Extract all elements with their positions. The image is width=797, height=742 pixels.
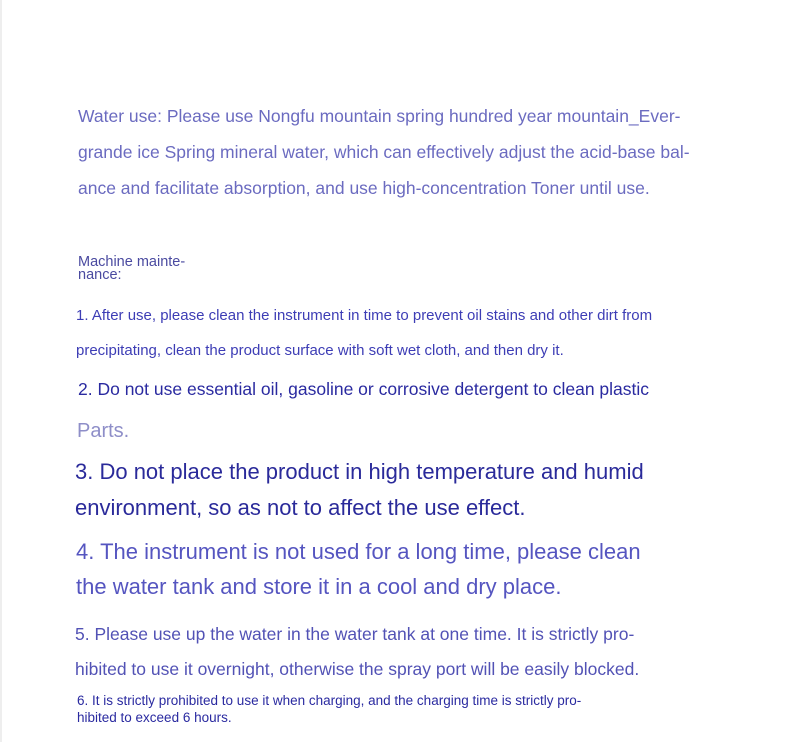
maintenance-heading-line: Machine mainte- [78,254,186,270]
maintenance-item-2 [78,376,649,402]
item-5-line: hibited to use it overnight, otherwise the spray port will be easily blocked. [75,659,640,679]
item-4-line: 4. The instrument is not used for a long time, please clean [76,539,641,564]
item-6-line: hibited to exceed 6 hours. [77,710,232,725]
item-6-line: 6. It is strictly prohibited to use it when charging, and the charging time is strictly pro- [77,693,582,708]
item-1-line: 1. After use, please clean the instrument in time to prevent oil stains and other dirt from [76,307,653,324]
water-use-paragraph [78,98,690,206]
item-3-line: 3. Do not place the product in high temperature and humid [75,459,644,484]
page-left-edge [0,0,2,742]
maintenance-item-1 [76,298,652,368]
water-use-line: ance and facilitate absorption, and use high-concentration Toner until use. [78,178,650,198]
maintenance-heading [78,256,185,282]
maintenance-item-6 [77,692,581,726]
item-2-line: 2. Do not use essential oil, gasoline or corrosive detergent to clean plastic [78,379,650,399]
maintenance-item-5 [75,617,639,687]
maintenance-item-4 [76,534,641,604]
item-1-line: precipitating, clean the product surface with soft wet cloth, and then dry it. [76,342,564,359]
item-5-line: 5. Please use up the water in the water tank at one time. It is strictly pro- [75,624,635,644]
item-2-line: Parts. [77,420,130,442]
maintenance-heading-line: nance: [78,267,122,283]
maintenance-item-3 [75,454,644,526]
water-use-line: grande ice Spring mineral water, which can effectively adjust the acid-base bal- [78,142,690,162]
item-4-line: the water tank and store it in a cool and dry place. [76,574,562,599]
maintenance-item-2-continuation [77,418,129,444]
item-3-line: environment, so as not to affect the use effect. [75,495,526,520]
water-use-line: Water use: Please use Nongfu mountain spring hundred year mountain_Ever- [78,106,681,126]
